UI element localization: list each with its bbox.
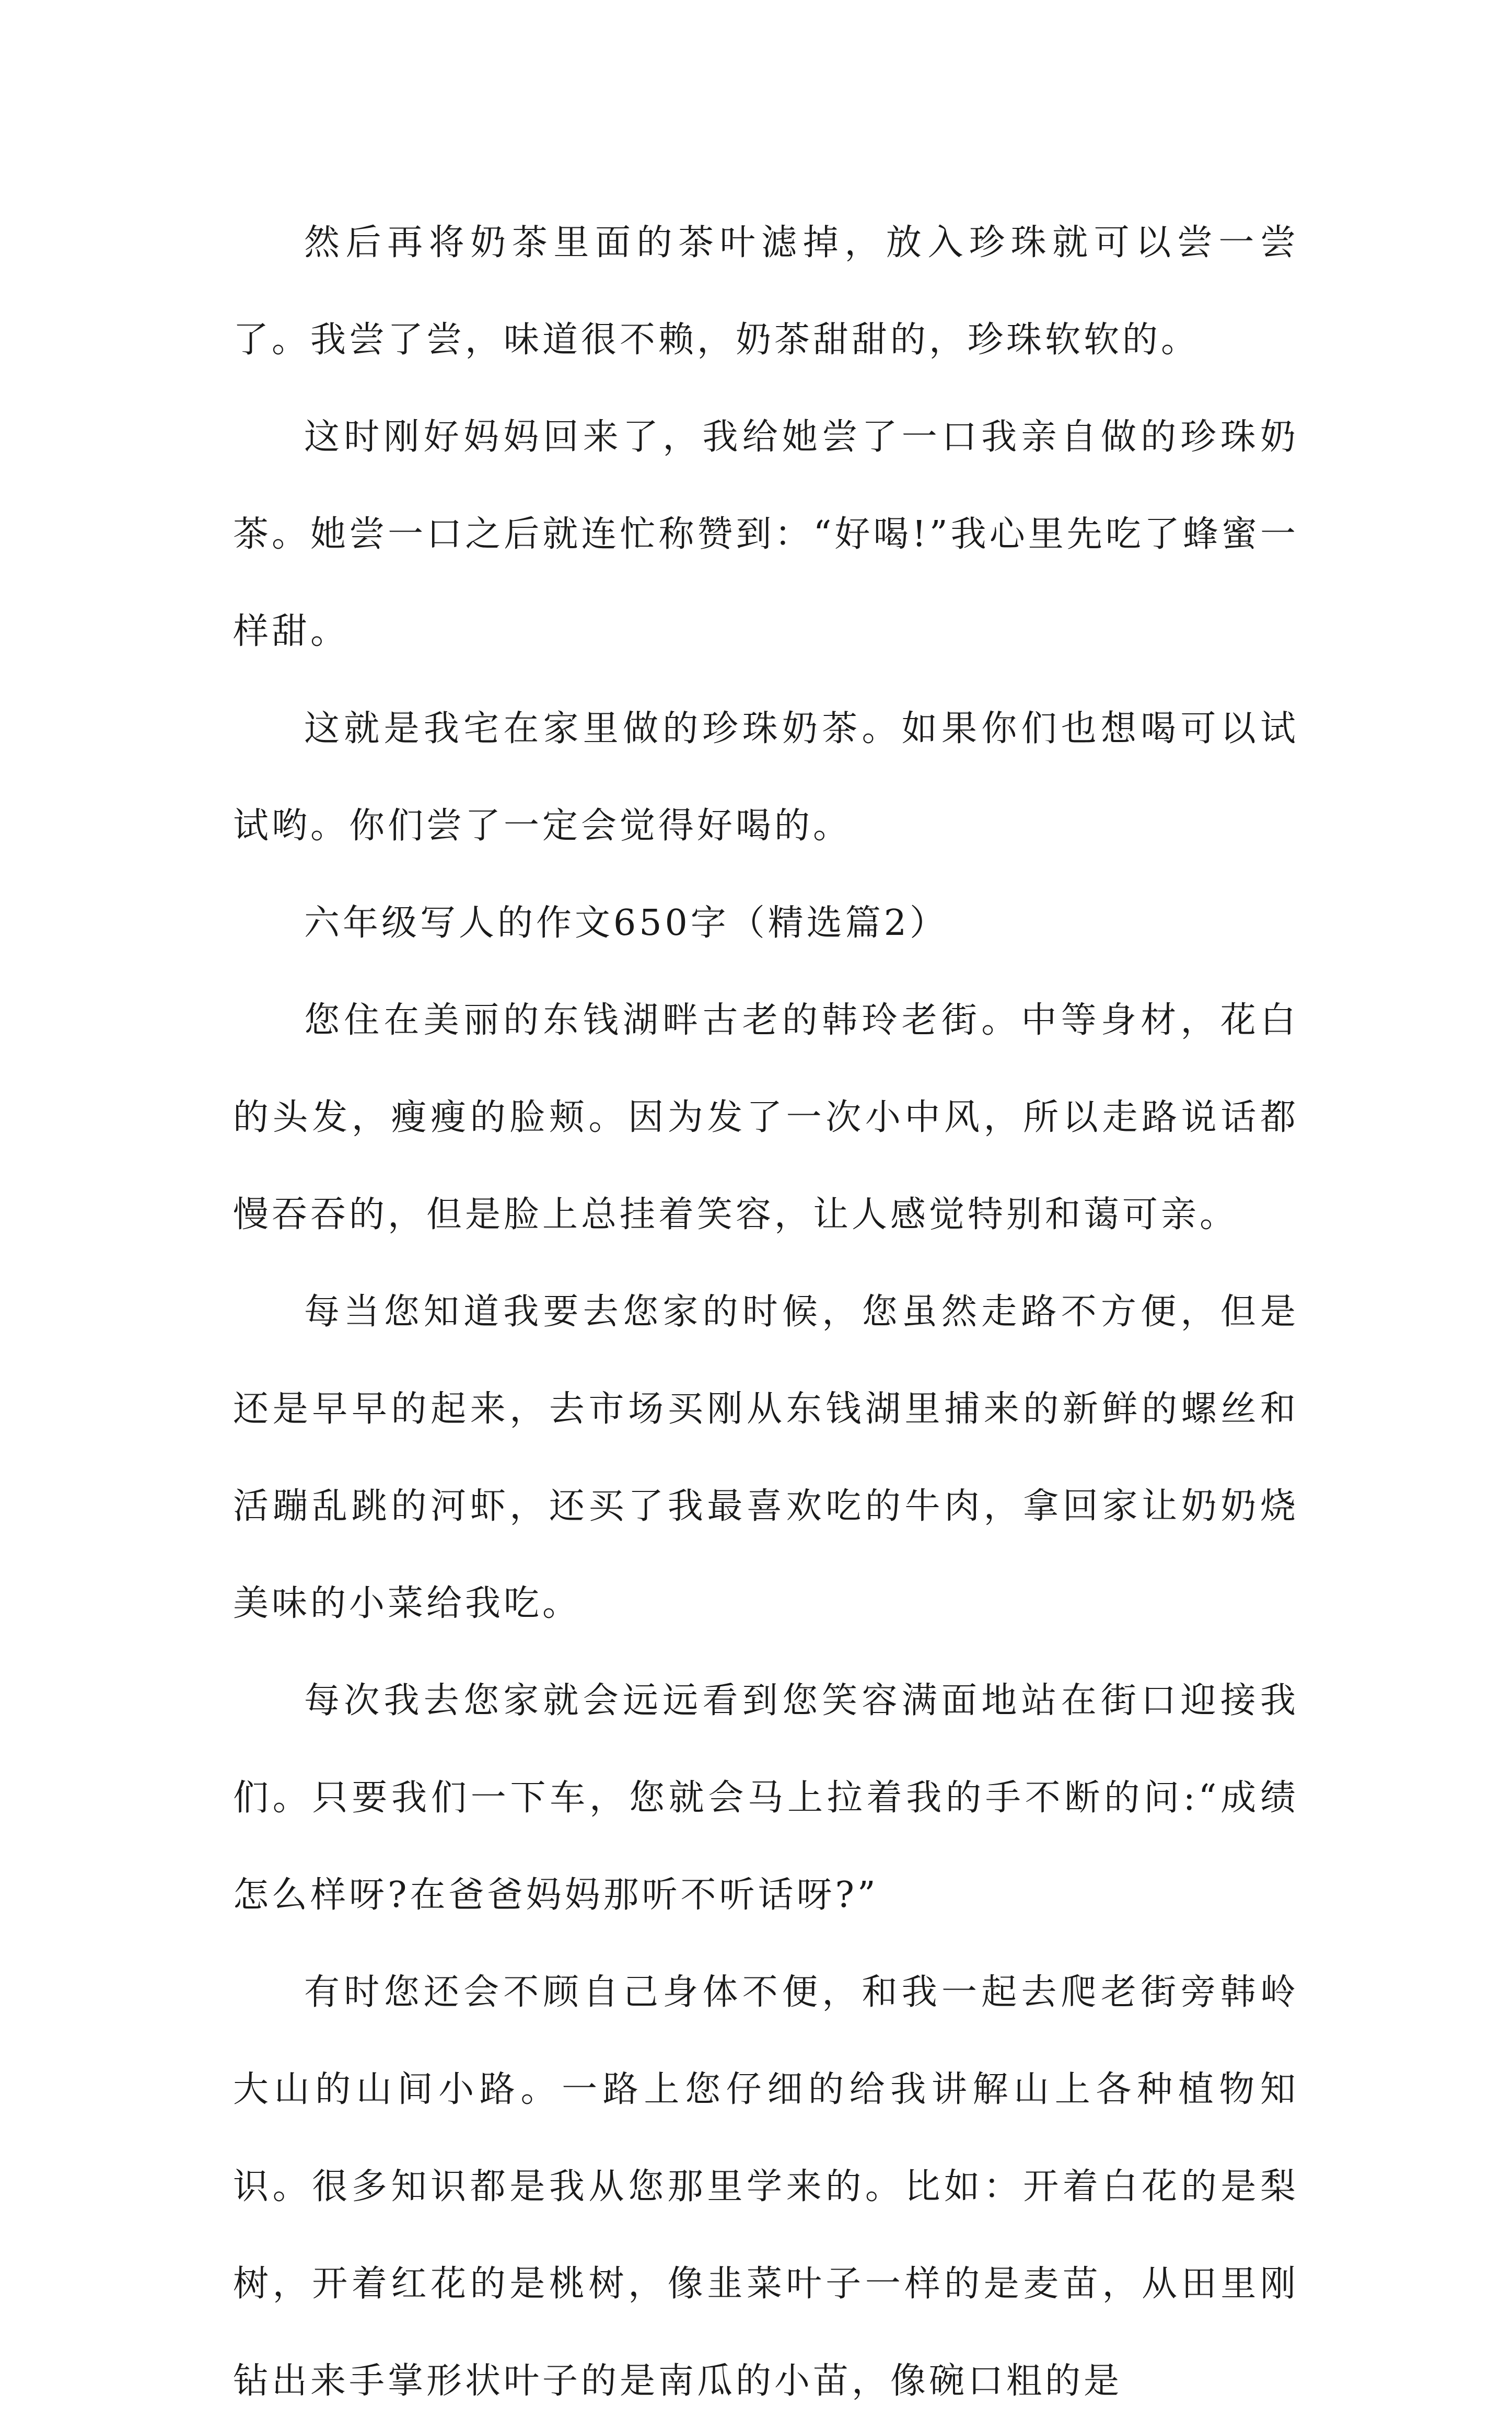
paragraph: 每次我去您家就会远远看到您笑容满面地站在街口迎接我们。只要我们一下车，您就会马上拉着我的手不断的问:“成绩怎么样呀?在爸爸妈妈那听不听话呀?”: [233, 1680, 1299, 1916]
paragraph: 您住在美丽的东钱湖畔古老的韩玲老街。中等身材，花白的头发，瘦瘦的脸颊。因为发了一次小中风，所以走路说话都慢吞吞的，但是脸上总挂着笑容，让人感觉特别和蔼可亲。: [233, 1000, 1299, 1235]
document-body: [233, 194, 1299, 2430]
paragraph: 每当您知道我要去您家的时候，您虽然走路不方便，但是还是早早的起来，去市场买刚从东钱湖里捕来的新鲜的螺丝和活蹦乱跳的河虾，还买了我最喜欢吃的牛肉，拿回家让奶奶烧美味的小菜给我吃。: [233, 1291, 1299, 1624]
paragraph: 这时刚好妈妈回来了，我给她尝了一口我亲自做的珍珠奶茶。她尝一口之后就连忙称赞到：“好喝!”我心里先吃了蜂蜜一样甜。: [233, 416, 1299, 652]
paragraph: 这就是我宅在家里做的珍珠奶茶。如果你们也想喝可以试试哟。你们尝了一定会觉得好喝的。: [233, 708, 1299, 847]
paragraph: 然后再将奶茶里面的茶叶滤掉，放入珍珠就可以尝一尝了。我尝了尝，味道很不赖，奶茶甜甜的，珍珠软软的。: [233, 222, 1299, 361]
paragraph: 有时您还会不顾自己身体不便，和我一起去爬老街旁韩岭大山的山间小路。一路上您仔细的给我讲解山上各种植物知识。很多知识都是我从您那里学来的。比如：开着白花的是梨树，开着红花的是桃树，像韭菜叶子一样的是麦苗，从田里刚钻出来手掌形状叶子的是南瓜的小苗，像碗口粗的是: [233, 1972, 1299, 2402]
section-heading: 六年级写人的作文650字（精选篇2）: [304, 902, 949, 944]
